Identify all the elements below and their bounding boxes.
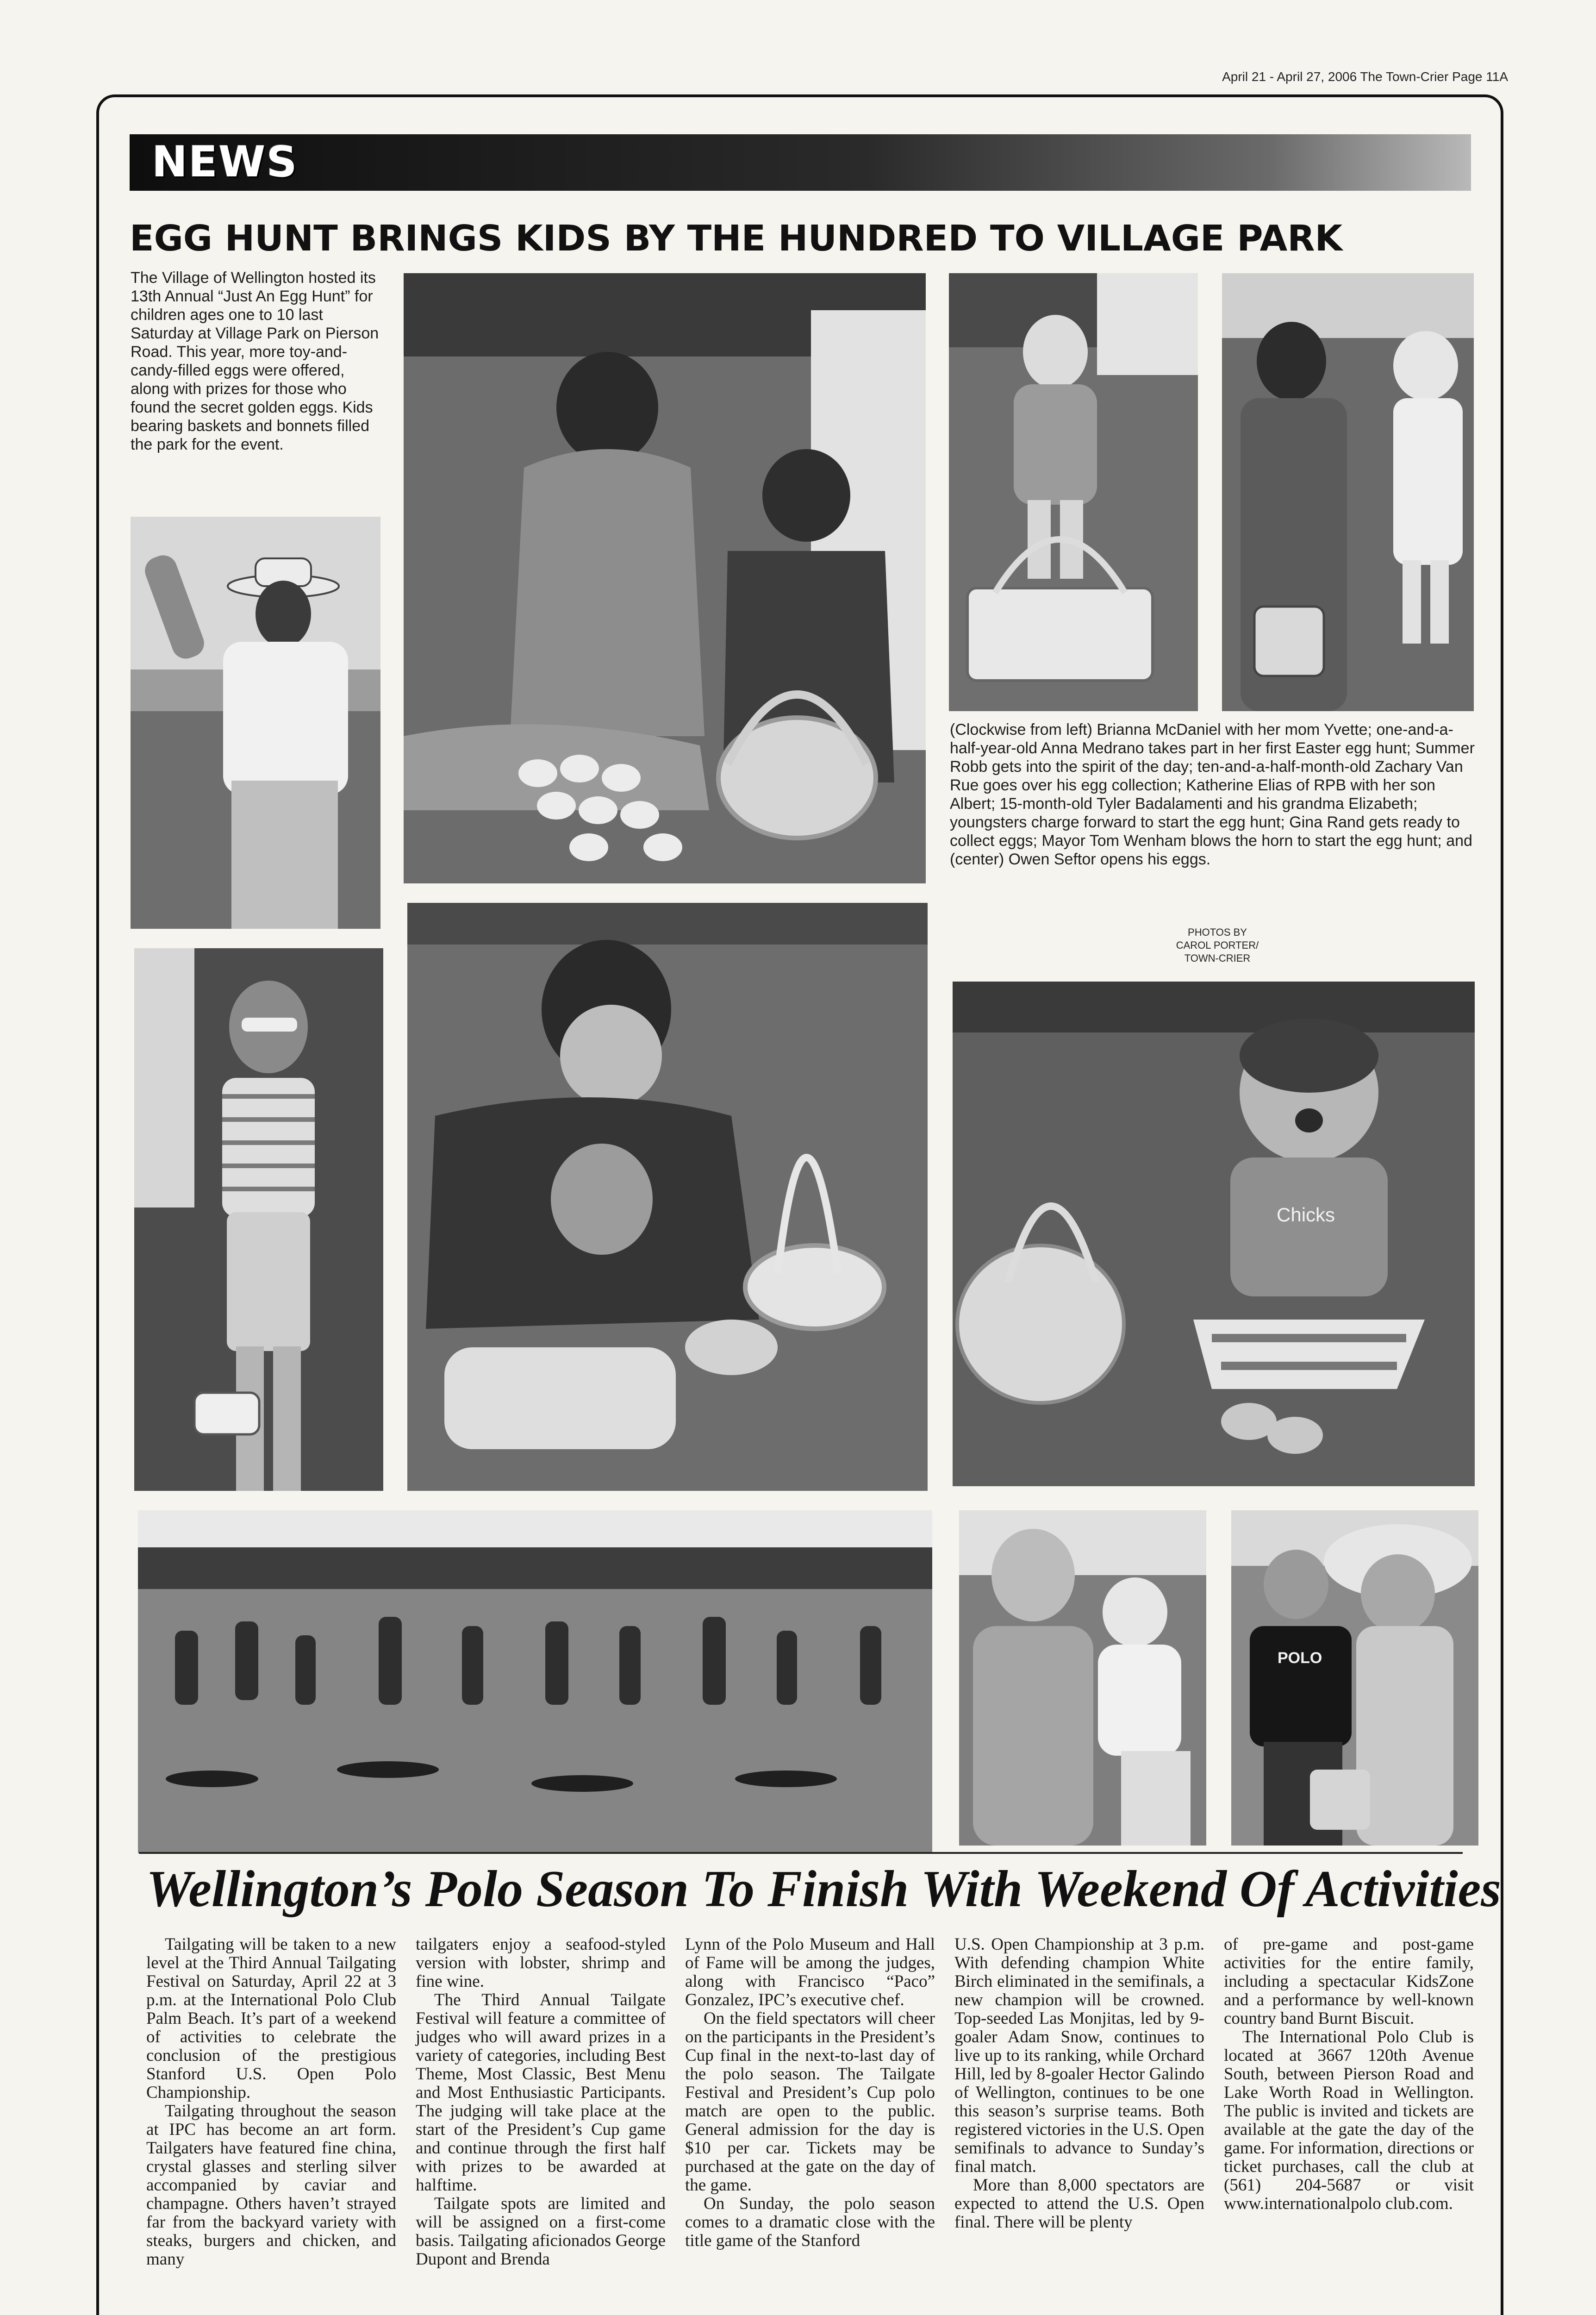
section-divider — [139, 1852, 1463, 1854]
polo-article — [146, 1935, 1474, 2306]
photo-mayor-horn — [131, 517, 380, 929]
credit-line: TOWN-CRIER — [1184, 952, 1251, 964]
article-paragraph: Lynn of the Polo Museum and Hall of Fame will be among the judges, along with Francisco “Paco” Gonzalez, IPC’s executive chef. — [685, 1935, 935, 2009]
photo-mother-son — [959, 1510, 1206, 1846]
article-column-5 — [1224, 1935, 1474, 2213]
page-folio: April 21 - April 27, 2006 The Town-Crier Page 11A — [1222, 69, 1508, 84]
article-paragraph: tailgaters enjoy a seafood-styled version with lobster, shrimp and fine wine. — [416, 1935, 666, 1991]
photo-baby-chicks — [953, 982, 1475, 1486]
polo-headline: Wellington’s Polo Season To Finish With Weekend Of Activities — [146, 1860, 1501, 1918]
article-paragraph: U.S. Open Championship at 3 p.m. With defending champion White Birch eliminated in the semifinals, a new champion will be crowned. Top-seeded Las Monjitas, led by 9-goaler Adam Snow, continues to live up to its ranking, while Orchard Hill, led by 8-goaler Hector Galindo of Wellington, continues to be one this season’s surprise teams. Both registered victories in the U.S. Open semifinals to advance to Sunday’s final match. — [954, 1935, 1204, 2176]
article-column-3 — [685, 1935, 935, 2250]
section-banner — [130, 134, 1471, 191]
article-paragraph: The Third Annual Tailgate Festival will feature a committee of judges who will award prizes in a variety of categories, including Best Theme, Most Classic, Best Menu and Most Enthusiastic Participants. The judging will take place at the start of the President’s Cup game and continue through the first half with prizes to be awarded at halftime. — [416, 1990, 666, 2195]
shirt-text-chicks: Chicks — [1277, 1204, 1335, 1226]
credit-line: CAROL PORTER/ — [1176, 939, 1259, 951]
article-paragraph: Tailgating will be taken to a new level at the Third Annual Tailgating Festival on Saturday, April 22 at 3 p.m. at the International Polo Club Palm Beach. It’s part of a weekend of activities to celebrate the conclusion of the prestigious Stanford U.S. Open Polo Championship. — [146, 1935, 396, 2102]
photo-kids-charge-forward — [138, 1510, 932, 1853]
article-paragraph: Tailgate spots are limited and will be assigned on a first-come basis. Tailgating aficionados George Dupont and Brenda — [416, 2194, 666, 2269]
article-column-2 — [416, 1935, 666, 2269]
article-paragraph: of pre-game and post-game activities for the entire family, including a spectacular KidsZone and a performance by well-known country band Burnt Biscuit. — [1224, 1935, 1474, 2028]
photo-boy-opening-eggs — [407, 903, 928, 1491]
photo-gina-rand — [1231, 1510, 1478, 1846]
egg-hunt-intro: The Village of Wellington hosted its 13th Annual “Just An Egg Hunt” for children ages one to 10 last Saturday at Village Park on Pierson Road. This year, more toy-and-candy-filled eggs were offered, along with prizes for those who found the secret golden eggs. Kids bearing baskets and bonnets filled the park for the event. — [131, 269, 379, 453]
article-paragraph: On the field spectators will cheer on the participants in the President’s Cup final in the next-to-last day of the polo season. The Tailgate Festival and President’s Cup polo match are open to the public. General admission for the day is $10 per car. Tickets may be purchased at the gate on the day of the game. — [685, 2009, 935, 2195]
shirt-text-polo: POLO — [1278, 1649, 1322, 1667]
article-paragraph: The International Polo Club is located at 3667 120th Avenue South, between Pierson Road and Lake Worth Road in Wellington. The public is invited and tickets are available at the gate the day of the game. For information, directions or ticket purchases, call the club at (561) 204-5687 or visit www.internationalpolo club.com. — [1224, 2027, 1474, 2213]
article-paragraph: More than 8,000 spectators are expected to attend the U.S. Open final. There will be plenty — [954, 2176, 1204, 2232]
article-paragraph: On Sunday, the polo season comes to a dramatic close with the title game of the Stanford — [685, 2194, 935, 2250]
egg-hunt-headline: EGG HUNT BRINGS KIDS BY THE HUNDRED TO VILLAGE PARK — [130, 218, 1343, 259]
photo-grandma-girl — [1222, 273, 1474, 711]
photo-credit — [1148, 926, 1287, 965]
section-label: NEWS — [152, 137, 298, 187]
photo-mom-daughter-eggs — [404, 273, 926, 883]
photo-girl-sunglasses — [134, 948, 383, 1491]
credit-line: PHOTOS BY — [1188, 926, 1247, 938]
photo-toddler-basket — [949, 273, 1198, 711]
article-paragraph: Tailgating throughout the season at IPC has become an art form. Tailgaters have featured fine china, crystal glasses and sterling silver accompanied by caviar and champagne. Others haven’t strayed far from the backyard variety with steaks, burgers and chicken, and many — [146, 2102, 396, 2269]
article-column-4 — [954, 1935, 1204, 2232]
photo-caption: (Clockwise from left) Brianna McDaniel with her mom Yvette; one-and-a-half-year-old Anna Medrano takes part in her first Easter egg hunt; Summer Robb gets into the spirit of the day; ten-and-a-half-month-old Zachary Van Rue goes over his egg collection; Katherine Elias of RPB with her son Albert; 15-month-old Tyler Badalamenti and his grandma Elizabeth; youngsters charge forward to start the egg hunt; Gina Rand gets ready to collect eggs; Mayor Tom Wenham blows the horn to start the egg hunt; and (center) Owen Seftor opens his eggs. — [950, 721, 1475, 868]
article-column-1 — [146, 1935, 396, 2269]
